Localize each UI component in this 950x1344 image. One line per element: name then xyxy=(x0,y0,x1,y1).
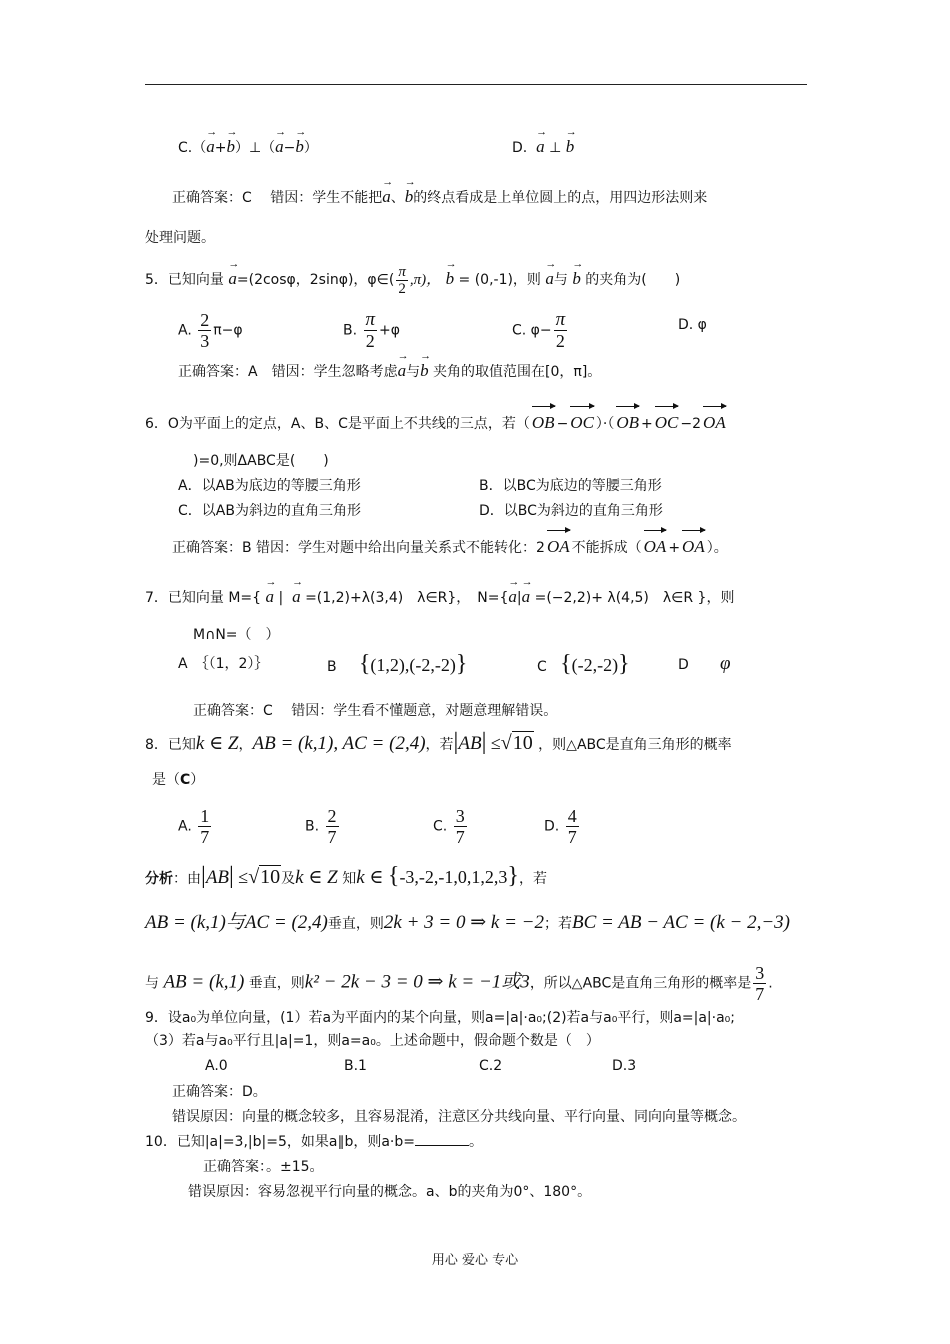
q7-option-a: A ｛（1，2）｝ xyxy=(178,656,269,672)
q8-analysis-line1: 分析：由|AB| ≤√10及k ∈ Z 知k ∈ {-3,-2,-1,0,1,2,3}，若 xyxy=(145,863,547,889)
q8-option-c: C. $\frac{3}{7}$ xyxy=(433,806,465,847)
page-footer: 用心 爱心 专心 xyxy=(431,1253,519,1268)
q6-option-b: B．以BC为底边的等腰三角形 xyxy=(479,478,662,494)
q8-option-b: B. $\frac{2}{7}$ xyxy=(305,806,337,847)
q9-option-b: B.1 xyxy=(344,1058,367,1074)
q9-option-d: D.3 xyxy=(612,1058,637,1074)
q9-option-a: A.0 xyxy=(205,1058,228,1074)
q9-stem-line1: 9．设a₀为单位向量，(1）若a为平面内的某个向量，则a=|a|·a₀;(2)若a与a₀平行，则a=|a|·a₀; xyxy=(145,1010,736,1026)
q7-stem-cont: M∩N=（ ） xyxy=(193,627,280,643)
q10-answer: 正确答案：。±15。 xyxy=(203,1159,324,1175)
q7-option-b: B {(1,2),(-2,-2)} xyxy=(327,651,468,677)
q9-stem-line2: （3）若a与a₀平行且|a|=1，则a=a₀。上述命题中，假命题个数是（ ） xyxy=(145,1033,600,1049)
q7-answer: 正确答案：C 错因：学生看不懂题意，对题意理解错误。 xyxy=(193,703,558,719)
q6-option-d: D．以BC为斜边的直角三角形 xyxy=(479,503,663,519)
q4-answer-cont: 处理问题。 xyxy=(145,230,215,246)
q6-option-c: C．以AB为斜边的直角三角形 xyxy=(178,503,361,519)
q8-analysis-line3: 与 AB = (k,1) 垂直，则k² − 2k − 3 = 0 ⇒ k = −1或3，所以△ABC是直角三角形的概率是 $\frac{3}{7}$ . xyxy=(145,963,773,1004)
q9-reason: 错误原因：向量的概念较多，且容易混淆，注意区分共线向量、平行向量、同向向量等概念。 xyxy=(172,1109,746,1125)
q5-option-c: C. φ− $\frac{\pi}{2}$ xyxy=(512,309,566,351)
q8-analysis-line2: AB = (k,1)与AC = (2,4)垂直，则2k + 3 = 0 ⇒ k = −2；若BC = AB − AC = (k − 2,−3) xyxy=(145,912,790,933)
q6-answer: 正确答案：B 错因：学生对题中给出向量关系式不能转化：2 OA 不能拆成（ OA + OA ）。 xyxy=(172,528,728,558)
q7-stem: 7．已知向量 M={ → a | → a =(1,2)+λ(3,4) λ∈R}， N={ → a| → a =(−2,2)+ λ(4,5) λ∈R }，则 xyxy=(145,576,735,606)
header-rule xyxy=(145,84,807,85)
q8-option-d: D. $\frac{4}{7}$ xyxy=(544,806,577,847)
q7-option-d: D φ xyxy=(678,653,731,674)
q5-option-a: A. $\frac{2}{3}$ π−φ xyxy=(178,310,243,351)
q10-stem: 10．已知|a|=3,|b|=5，如果a∥b，则a·b= 。 xyxy=(145,1131,483,1152)
q5-answer: 正确答案：A 错因：学生忽略考虑 → a与 → b 夹角的取值范围在[0，π]。 xyxy=(178,350,602,380)
q8-option-a: A. $\frac{1}{7}$ xyxy=(178,806,210,847)
q6-stem: 6．O为平面上的定点，A、B、C是平面上不共线的三点，若（ OB − OC ）·（ OB + OC −2 OA xyxy=(145,404,728,434)
q5-option-b: B. $\frac{\pi}{2}$ +φ xyxy=(343,309,401,351)
q6-option-a: A．以AB为底边的等腰三角形 xyxy=(178,478,361,494)
q4-option-c: C.（ → a+ → b）⊥（ → a− → b） xyxy=(178,126,318,156)
q4-option-d: D. → a ⊥ → b xyxy=(512,126,577,156)
q8-stem: 8．已知k ∈ Z，AB = (k,1), AC = (2,4)，若|AB| ≤√10 ，则△ABC是直角三角形的概率 xyxy=(145,729,732,755)
q9-option-c: C.2 xyxy=(479,1058,503,1074)
answer-blank xyxy=(415,1131,469,1146)
q10-reason: 错误原因：容易忽视平行向量的概念。a、b的夹角为0°、180°。 xyxy=(188,1184,592,1200)
q5-option-d: D. φ xyxy=(678,317,707,333)
q6-stem-cont: )=0,则ΔABC是( ) xyxy=(193,453,329,469)
q9-answer: 正确答案：D。 xyxy=(172,1084,267,1100)
q4-answer: 正确答案：C 错因：学生不能把 → a、 → b的终点看成是上单位圆上的点，用四边形法则来 xyxy=(172,176,708,206)
q5-stem: 5．已知向量 → a=(2cosφ，2sinφ)，φ∈( $\frac{\pi}{2}$ ,π)， → b = (0,-1)，则 → a与 → b 的夹角为( ) xyxy=(145,258,681,297)
q8-stem-cont: 是（C） xyxy=(152,772,205,788)
q7-option-c: C {(-2,-2)} xyxy=(537,651,630,677)
